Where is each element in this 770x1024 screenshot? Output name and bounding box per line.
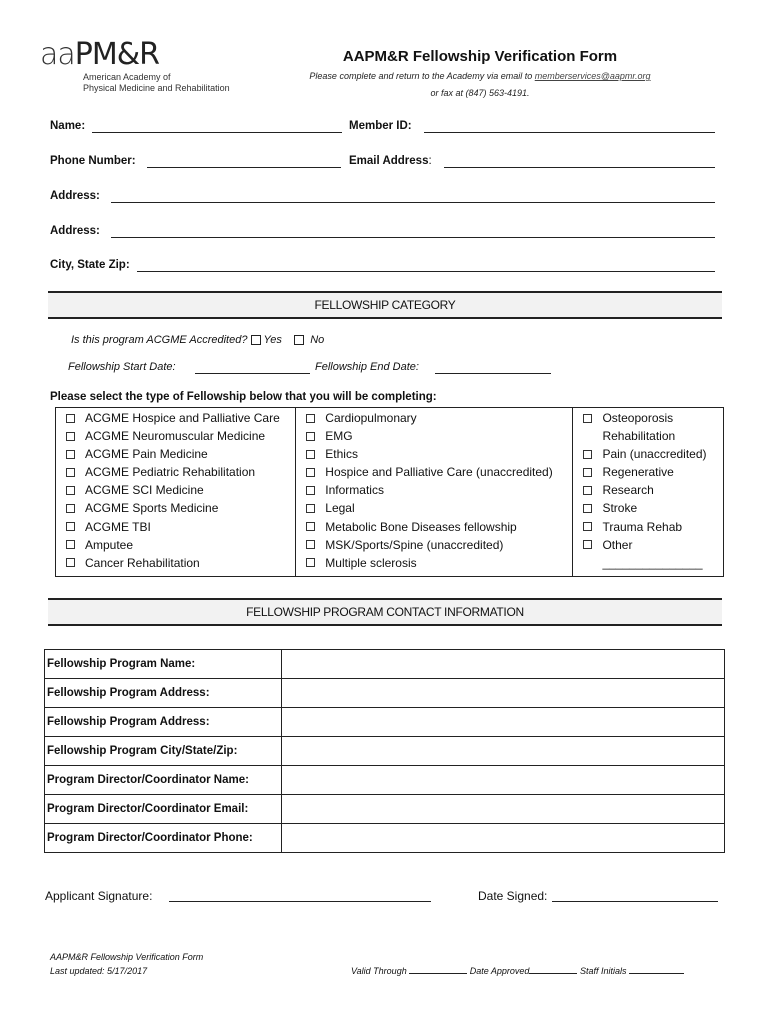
checkbox[interactable] [296,518,325,536]
fellowship-option-label: Regenerative [602,465,674,480]
address1-label: Address: [50,190,100,202]
fellowship-option[interactable] [56,427,295,445]
fellowship-option[interactable] [573,463,723,481]
fellowship-option[interactable] [573,445,723,463]
fellowship-option-label: ACGME TBI [85,519,151,534]
checkbox[interactable] [296,536,325,554]
fellowship-option-label: ACGME Hospice and Palliative Care [85,411,280,425]
contact-row-field[interactable] [282,650,725,679]
fellowship-option-label: Multiple sclerosis [325,555,417,570]
checkbox[interactable] [56,445,85,463]
acgme-question: Is this program ACGME Accredited? Yes No [71,334,325,346]
fellowship-option[interactable] [573,518,723,536]
fellowship-option[interactable] [296,445,572,463]
fellowship-col-2 [296,408,573,576]
fellowship-option-label: Other [602,537,633,552]
contact-info-header: FELLOWSHIP PROGRAM CONTACT INFORMATION [48,598,722,626]
address1-field[interactable] [111,192,715,203]
checkbox[interactable] [296,554,325,572]
fellowship-option-label: Cancer Rehabilitation [85,555,200,570]
fellowship-col-3 [573,408,723,576]
staff-initials-field[interactable] [629,973,684,974]
fellowship-option-label: Legal [325,501,355,516]
contact-row-label: Program Director/Coordinator Name: [45,766,282,795]
fellowship-option[interactable] [56,518,295,536]
fellowship-option-label: Trauma Rehab [602,519,683,534]
fellowship-option[interactable] [296,554,572,572]
fellowship-end-field[interactable] [435,363,551,374]
contact-row-field[interactable] [282,795,725,824]
contact-row-label: Program Director/Coordinator Phone: [45,824,282,853]
fellowship-option-label: EMG [325,429,353,444]
fellowship-option-label: Rehabilitation [602,429,676,444]
city-state-zip-label: City, State Zip: [50,259,130,271]
fellowship-option[interactable] [56,554,295,572]
contact-row [45,824,725,853]
checkbox[interactable] [573,445,602,463]
footer-office-use: Valid Through Date Approved Staff Initials [351,964,684,978]
org-name: American Academy of Physical Medicine and Rehabilitation [83,72,230,93]
contact-row-label: Fellowship Program City/State/Zip: [45,737,282,766]
checkbox[interactable] [56,554,85,572]
email-field[interactable] [444,157,715,168]
contact-row [45,679,725,708]
address2-field[interactable] [111,227,715,238]
checkbox[interactable] [56,499,85,517]
checkbox[interactable] [296,445,325,463]
checkbox [573,554,602,572]
no-checkbox[interactable] [294,335,304,345]
fellowship-category-header: FELLOWSHIP CATEGORY [48,291,722,319]
phone-field[interactable] [147,157,341,168]
fellowship-start-label: Fellowship Start Date: [68,361,176,373]
fellowship-option[interactable] [573,409,723,427]
fellowship-option[interactable] [296,499,572,517]
checkbox[interactable] [56,427,85,445]
checkbox[interactable] [573,481,602,499]
fellowship-option[interactable] [296,427,572,445]
fellowship-option[interactable] [56,409,295,427]
fellowship-option-label: Cardiopulmonary [325,411,417,425]
fellowship-option[interactable] [296,463,572,481]
checkbox[interactable] [296,481,325,499]
fellowship-option-label: Amputee [85,537,134,552]
fellowship-option[interactable] [56,481,295,499]
checkbox[interactable] [573,463,602,481]
fellowship-option[interactable] [296,518,572,536]
checkbox[interactable] [56,481,85,499]
fellowship-option[interactable] [56,499,295,517]
fellowship-option-label: Metabolic Bone Diseases fellowship [325,519,517,534]
contact-row-label: Fellowship Program Address: [45,708,282,737]
fellowship-option-label: Ethics [325,447,358,462]
contact-row-label: Fellowship Program Name: [45,650,282,679]
date-signed-field[interactable] [552,891,718,902]
member-id-field[interactable] [424,122,715,133]
contact-row [45,766,725,795]
contact-row-field[interactable] [282,737,725,766]
checkbox[interactable] [56,463,85,481]
fellowship-option[interactable] [573,499,723,517]
fellowship-option-label: Informatics [325,483,384,498]
date-approved-field[interactable] [529,973,577,974]
contact-row [45,795,725,824]
checkbox[interactable] [573,499,602,517]
city-state-zip-field[interactable] [137,261,715,272]
page-title: AAPM&R Fellowship Verification Form [342,48,618,65]
fellowship-option[interactable] [56,445,295,463]
checkbox[interactable] [573,409,602,427]
name-field[interactable] [92,122,342,133]
fellowship-option[interactable] [296,481,572,499]
checkbox [573,427,602,445]
fellowship-option-label: _______________ [602,555,703,570]
email-label: Email Address: [349,155,432,167]
checkbox[interactable] [56,536,85,554]
fellowship-col-1 [56,408,296,576]
contact-row [45,708,725,737]
fellowship-option[interactable] [573,427,723,445]
name-label: Name: [50,120,86,132]
checkbox[interactable] [573,518,602,536]
fellowship-option-label: Stroke [602,501,638,516]
footer-form-info: AAPM&R Fellowship Verification Form Last updated: 5/17/2017 [50,952,204,976]
contact-row-field[interactable] [282,766,725,795]
checkbox[interactable] [56,409,85,427]
fellowship-option-label: Osteoporosis [602,411,674,425]
checkbox[interactable] [296,409,325,427]
contact-row-field[interactable] [282,708,725,737]
fellowship-start-field[interactable] [195,363,310,374]
fellowship-option[interactable] [573,554,723,572]
logo: aaPM&R [40,37,159,72]
fellowship-option[interactable] [56,463,295,481]
contact-row-label: Fellowship Program Address: [45,679,282,708]
fellowship-option-label: Hospice and Palliative Care (unaccredited) [325,465,553,480]
address2-label: Address: [50,225,100,237]
checkbox[interactable] [56,518,85,536]
contact-row [45,737,725,766]
fellowship-type-prompt: Please select the type of Fellowship below that you will be completing: [50,391,437,403]
applicant-signature-field[interactable] [169,891,431,902]
fellowship-option-label: ACGME Pain Medicine [85,447,208,462]
contact-row-field[interactable] [282,679,725,708]
yes-checkbox[interactable] [251,335,261,345]
fellowship-option-label: MSK/Sports/Spine (unaccredited) [325,537,504,552]
member-id-label: Member ID: [349,120,412,132]
fellowship-option[interactable] [573,536,723,554]
checkbox[interactable] [296,463,325,481]
fellowship-option-label: Research [602,483,654,498]
fellowship-option-label: ACGME Pediatric Rehabilitation [85,465,256,480]
date-signed-label: Date Signed: [478,889,548,903]
fellowship-option-label: ACGME SCI Medicine [85,483,204,498]
phone-label: Phone Number: [50,155,136,167]
fellowship-option[interactable] [573,481,723,499]
fellowship-option-label: ACGME Neuromuscular Medicine [85,429,266,444]
applicant-signature-label: Applicant Signature: [45,889,153,903]
fellowship-option[interactable] [56,536,295,554]
fellowship-option[interactable] [296,409,572,427]
fellowship-option-label: Pain (unaccredited) [602,447,707,462]
fellowship-option[interactable] [296,536,572,554]
valid-through-field[interactable] [409,973,467,974]
email-link[interactable]: memberservices@aapmr.org [534,71,651,81]
instructions: Please complete and return to the Academy via email to memberservices@aapmr.org or fax at (847) 563-4191. [309,71,651,98]
contact-row-field[interactable] [282,824,725,853]
fellowship-option-label: ACGME Sports Medicine [85,501,219,516]
checkbox[interactable] [296,427,325,445]
checkbox[interactable] [573,536,602,554]
contact-row [45,650,725,679]
contact-row-label: Program Director/Coordinator Email: [45,795,282,824]
fellowship-end-label: Fellowship End Date: [315,361,419,373]
contact-table [44,649,725,853]
checkbox[interactable] [296,499,325,517]
fellowship-type-grid [55,407,724,577]
